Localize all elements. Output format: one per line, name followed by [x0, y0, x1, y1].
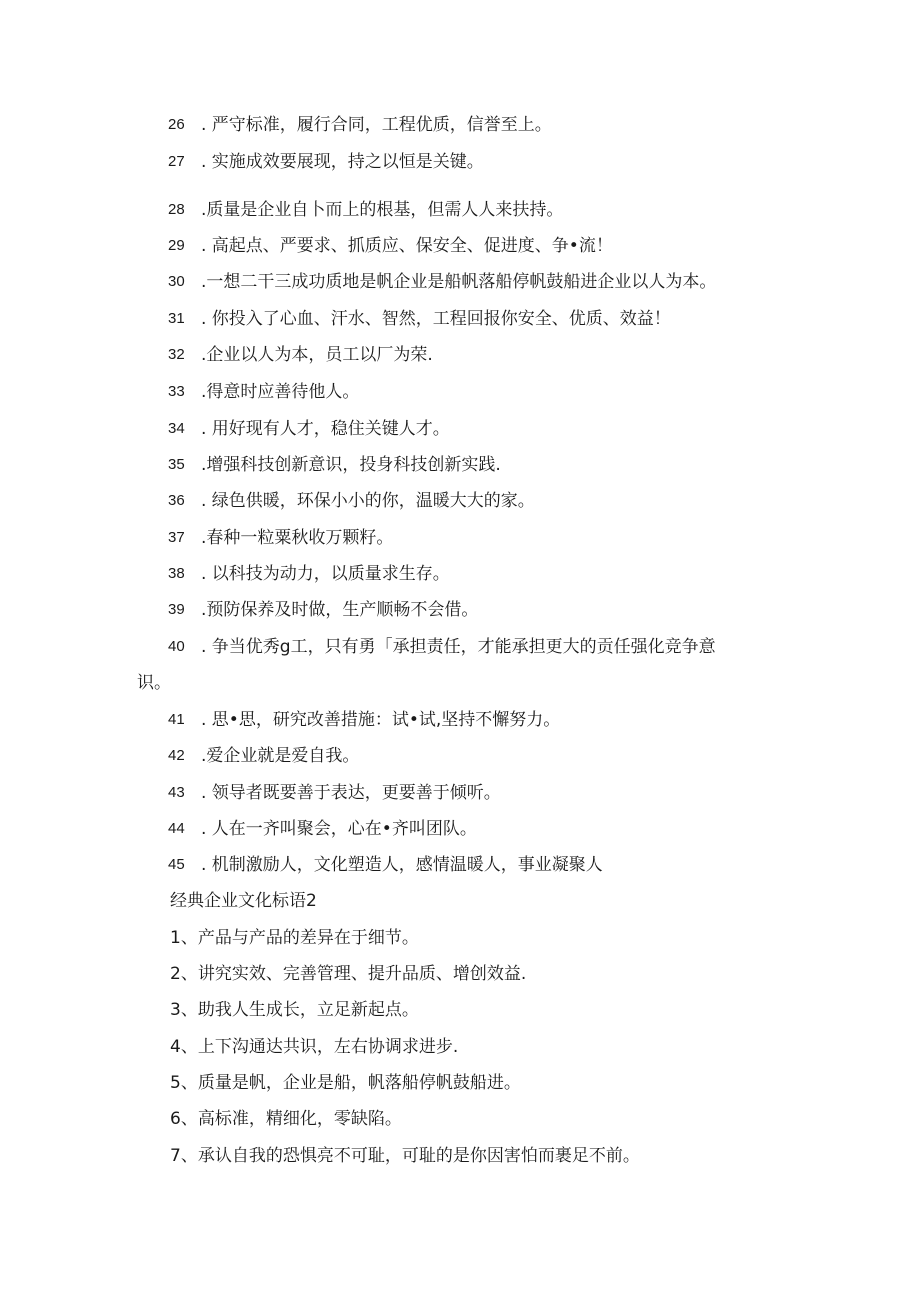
- item-text: . 高起点、严要求、抓质应、保安全、促进度、争•流！: [201, 236, 613, 256]
- item-number: 34: [168, 420, 185, 437]
- item-number: 29: [168, 237, 185, 254]
- item-text: .爱企业就是爱自我。: [201, 746, 360, 766]
- item-text: . 人在一齐叫聚会，心在•齐叫团队。: [201, 819, 477, 839]
- item-text: . 机制激励人，文化塑造人，感情温暖人，事业凝聚人: [201, 855, 603, 875]
- item-number: 32: [168, 346, 185, 363]
- item-text: 7、承认自我的恐惧亮不可耻，可耻的是你因害怕而裹足不前。: [170, 1146, 640, 1166]
- item-text: .春种一粒粟秋收万颗籽。: [201, 528, 394, 548]
- item-number: 28: [168, 201, 185, 218]
- item-text: 3、助我人生成长，立足新起点。: [170, 1000, 419, 1020]
- item-number: 27: [168, 153, 185, 170]
- item-text: . 领导者既要善于表达，更要善于倾听。: [201, 783, 501, 803]
- item-text: . 思•思，研究改善措施：试•试,坚持不懈努力。: [201, 710, 561, 730]
- item-text: .增强科技创新意识，投身科技创新实践.: [201, 455, 501, 475]
- item-text: . 严守标准，履行合同，工程优质，信誉至上。: [201, 115, 552, 135]
- item-number: 33: [168, 383, 185, 400]
- item-number: 45: [168, 856, 185, 873]
- item-number: 31: [168, 310, 185, 327]
- item-number: 30: [168, 273, 185, 290]
- section-title-text: 经典企业文化标语2: [170, 891, 317, 911]
- item-text: .预防保养及时做，生产顺畅不会借。: [201, 600, 479, 620]
- item-number: 39: [168, 601, 185, 618]
- item-number: 38: [168, 565, 185, 582]
- item-number: 26: [168, 116, 185, 133]
- item-text: . 实施成效要展现，持之以恒是关键。: [201, 152, 484, 172]
- item-number: 35: [168, 456, 185, 473]
- item-number: 44: [168, 820, 185, 837]
- item-number: 37: [168, 529, 185, 546]
- item-text-continuation: 识。: [137, 673, 171, 693]
- item-text: .质量是企业自卜而上的根基，但需人人来扶持。: [201, 200, 564, 220]
- item-text: 4、上下沟通达共识，左右协调求进步.: [170, 1037, 459, 1057]
- item-text: 5、质量是帆，企业是船，帆落船停帆鼓船进。: [170, 1073, 521, 1093]
- item-number: 40: [168, 638, 185, 655]
- item-number: 43: [168, 784, 185, 801]
- item-number: 41: [168, 711, 185, 728]
- item-text: .得意时应善待他人。: [201, 382, 360, 402]
- item-text: . 绿色供暖，环保小小的你，温暖大大的家。: [201, 491, 535, 511]
- item-text: . 以科技为动力，以质量求生存。: [201, 564, 450, 584]
- item-text: .一想二干三成功质地是帆企业是船帆落船停帆鼓船进企业以人为本。: [201, 272, 717, 292]
- item-text: 1、产品与产品的差异在于细节。: [170, 928, 419, 948]
- item-text: . 用好现有人才，稳住关键人才。: [201, 419, 450, 439]
- item-text: . 你投入了心血、汗水、智然，工程回报你安全、优质、效益！: [201, 309, 671, 329]
- item-number: 36: [168, 492, 185, 509]
- item-number: 42: [168, 747, 185, 764]
- item-text: 6、高标准，精细化，零缺陷。: [170, 1109, 402, 1129]
- item-text: . 争当优秀g工，只有勇「承担责任，才能承担更大的贡任强化竞争意: [201, 637, 716, 657]
- item-text: .企业以人为本，员工以厂为荣.: [201, 345, 433, 365]
- item-text: 2、讲究实效、完善管理、提升品质、增创效益.: [170, 964, 527, 984]
